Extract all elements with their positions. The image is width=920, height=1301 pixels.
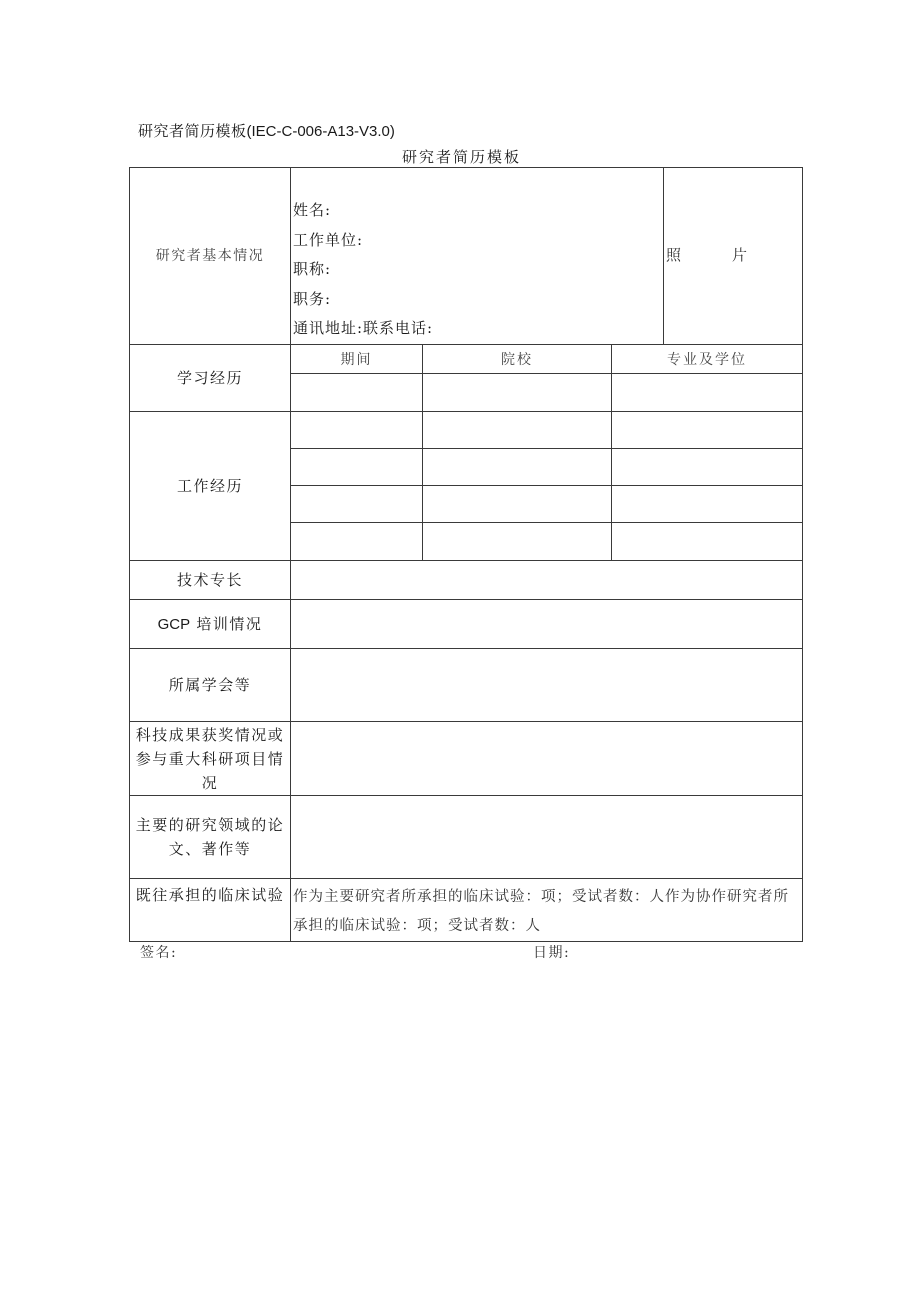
work-position-cell[interactable] <box>612 412 803 449</box>
awards-label: 科技成果获奖情况或参与重大科研项目情况 <box>130 722 291 796</box>
publications-label: 主要的研究领域的论文、著作等 <box>130 796 291 879</box>
gcp-prefix: GCP <box>157 615 191 633</box>
basic-info-row <box>130 168 803 345</box>
title-field[interactable]: 职称: <box>293 260 332 278</box>
photo-label-2: 片 <box>732 246 748 264</box>
work-employer-cell[interactable] <box>423 449 612 486</box>
work-employer-cell[interactable] <box>423 523 612 561</box>
publications-field[interactable] <box>291 796 803 879</box>
work-period-cell[interactable] <box>291 412 423 449</box>
publications-row <box>130 796 803 879</box>
address-phone-field[interactable]: 通讯地址:联系电话: <box>293 319 434 337</box>
work-period-cell[interactable] <box>291 523 423 561</box>
employer-field[interactable]: 工作单位: <box>293 230 364 249</box>
expertise-field[interactable] <box>291 561 803 600</box>
position-field[interactable]: 职务: <box>293 289 332 308</box>
gcp-row <box>130 600 803 649</box>
date-field[interactable]: 日期: <box>533 945 571 961</box>
societies-row <box>130 649 803 722</box>
header-code: (IEC-C-006-A13-V3.0) <box>246 123 395 140</box>
col-period: 期间 <box>291 345 423 374</box>
gcp-field[interactable] <box>291 600 803 649</box>
work-period-cell[interactable] <box>291 449 423 486</box>
gcp-label <box>130 600 291 649</box>
education-header-row <box>130 345 803 374</box>
work-position-cell[interactable] <box>612 523 803 561</box>
education-label: 学习经历 <box>130 345 291 412</box>
cv-form-table <box>129 167 803 942</box>
societies-field[interactable] <box>291 649 803 722</box>
name-field[interactable]: 姓名: <box>293 201 332 219</box>
header-text: 研究者简历模板 <box>138 122 247 140</box>
trials-row <box>130 879 803 942</box>
work-row <box>130 412 803 449</box>
col-major-degree: 专业及学位 <box>612 345 803 374</box>
work-employer-cell[interactable] <box>423 412 612 449</box>
gcp-label-text: 培训情况 <box>190 614 263 633</box>
expertise-label: 技术专长 <box>130 561 291 600</box>
photo-box[interactable] <box>664 168 803 345</box>
basic-info-label: 研究者基本情况 <box>130 168 291 345</box>
work-label: 工作经历 <box>130 412 291 561</box>
expertise-row <box>130 561 803 600</box>
work-period-cell[interactable] <box>291 486 423 523</box>
education-major-cell[interactable] <box>612 374 803 412</box>
education-school-cell[interactable] <box>423 374 612 412</box>
work-employer-cell[interactable] <box>423 486 612 523</box>
signature-field[interactable]: 签名: <box>140 945 178 961</box>
societies-label: 所属学会等 <box>130 649 291 722</box>
education-period-cell[interactable] <box>291 374 423 412</box>
trials-label: 既往承担的临床试验 <box>130 879 291 942</box>
awards-row <box>130 722 803 796</box>
trials-field[interactable]: 作为主要研究者所承担的临床试验：项；受试者数：人作为协作研究者所承担的临床试验：项；受试者数：人 <box>291 879 803 942</box>
page-title: 研究者简历模板 <box>402 148 522 166</box>
photo-label-1: 照 <box>666 246 682 264</box>
awards-field[interactable] <box>291 722 803 796</box>
work-position-cell[interactable] <box>612 486 803 523</box>
work-position-cell[interactable] <box>612 449 803 486</box>
col-school: 院校 <box>423 345 612 374</box>
document-header <box>138 120 395 141</box>
basic-info-fields[interactable] <box>291 168 664 345</box>
